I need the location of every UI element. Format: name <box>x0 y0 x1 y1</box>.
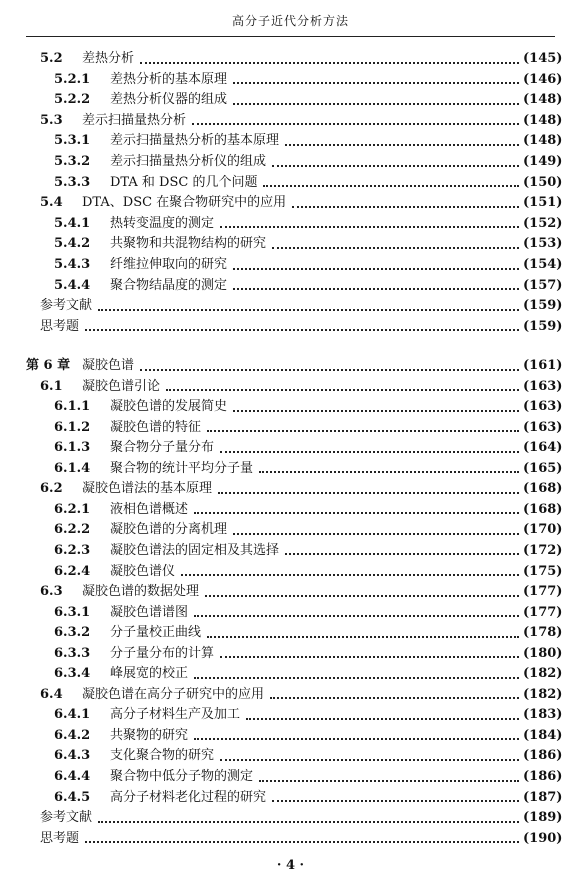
toc-entry-number: 6.4 <box>40 686 63 702</box>
toc-entry <box>0 438 581 458</box>
toc-entry-page: (163) <box>523 399 563 415</box>
dot-leader <box>233 287 519 290</box>
toc-entry-number: 6.3.2 <box>54 625 91 641</box>
toc-entry-title: 差热分析 <box>82 51 135 66</box>
toc-entry <box>0 829 581 849</box>
dot-leader <box>85 328 519 331</box>
dot-leader <box>233 267 519 270</box>
dot-leader <box>85 840 519 843</box>
toc-entry-title: 聚合物中低分子物的测定 <box>110 769 254 784</box>
toc-entry-page: (148) <box>523 92 563 108</box>
toc-entry-page: (163) <box>523 378 563 394</box>
toc-entry <box>0 49 581 69</box>
toc-entry-page: (170) <box>523 522 563 538</box>
toc-entry <box>0 644 581 664</box>
toc-entry-page: (154) <box>523 257 563 272</box>
toc-entry-title: 支化聚合物的研究 <box>110 748 215 764</box>
toc-entry <box>0 234 581 254</box>
toc-entry <box>0 767 581 787</box>
toc-entry-number: 6.4.4 <box>54 769 91 784</box>
toc-entry-title: 高分子材料老化过程的研究 <box>110 789 267 805</box>
toc-entry-page: (164) <box>523 440 563 456</box>
toc-entry-number: 6.2.3 <box>54 542 91 558</box>
toc-entry <box>0 603 581 623</box>
toc-entry-number: 5.4.2 <box>54 236 91 252</box>
dot-leader <box>233 81 519 84</box>
dot-leader <box>285 143 519 146</box>
toc-entry-title: 凝胶色谱引论 <box>82 378 161 394</box>
toc-entry <box>0 296 581 316</box>
dot-leader <box>272 799 519 802</box>
toc-entry <box>0 541 581 561</box>
toc-entry-number: 6.2 <box>40 481 63 497</box>
toc-entry-page: (153) <box>523 236 563 252</box>
dot-leader <box>194 511 519 514</box>
toc-entry <box>0 705 581 725</box>
toc-entry-title: 差示扫描量热分析的基本原理 <box>110 133 280 149</box>
dot-leader <box>233 102 519 105</box>
toc-entry-number: 6.1.2 <box>54 419 91 435</box>
toc-entry <box>0 214 581 234</box>
toc-entry-number: 6.4.5 <box>54 789 91 805</box>
dot-leader <box>140 368 519 371</box>
toc-entry-page: (145) <box>523 51 563 66</box>
toc-entry-number: 6.3.3 <box>54 645 91 661</box>
toc-entry <box>0 582 581 602</box>
toc-entry-page: (172) <box>523 542 563 558</box>
toc-entry-page: (178) <box>523 625 563 641</box>
toc-entry-title: 液相色谱概述 <box>110 501 189 517</box>
toc-entry-title: 聚合物结晶度的测定 <box>110 277 228 293</box>
toc-entry-title: 纤维拉伸取向的研究 <box>110 257 228 272</box>
toc-entry-title: 共聚物和共混物结构的研究 <box>110 236 267 252</box>
dot-leader <box>98 308 519 311</box>
toc-entry-title: 凝胶色谱仪 <box>110 563 176 579</box>
toc-entry-number: 5.3.1 <box>54 133 91 149</box>
toc-entry <box>0 111 581 131</box>
toc-entry <box>0 808 581 828</box>
toc-entry-page: (148) <box>523 112 563 128</box>
toc-entry <box>0 623 581 643</box>
toc-entry <box>0 459 581 479</box>
toc-entry <box>0 131 581 151</box>
dot-leader <box>292 205 519 208</box>
dot-leader <box>220 450 519 453</box>
toc-entry <box>0 70 581 90</box>
toc-entry-page: (187) <box>523 789 563 805</box>
toc-entry-title: 凝胶色谱的特征 <box>110 419 202 435</box>
toc-entry-number: 6.4.3 <box>54 748 91 764</box>
toc-entry-page: (175) <box>523 563 563 579</box>
toc-entry-title: 凝胶色谱法的固定相及其选择 <box>110 542 280 558</box>
toc-entry-number: 5.4.1 <box>54 215 91 231</box>
toc-entry-title: 差示扫描量热分析 <box>82 112 187 128</box>
toc-entry-number: 6.1.3 <box>54 440 91 456</box>
toc-entry-page: (152) <box>523 215 563 231</box>
toc-chapter <box>0 356 581 376</box>
toc-entry-page: (186) <box>523 748 563 764</box>
toc-entry <box>0 152 581 172</box>
toc-entry-title: 凝胶色谱 <box>82 358 135 373</box>
toc-entry-title: 思考题 <box>40 318 80 334</box>
dot-leader <box>233 532 519 535</box>
toc-entry-title: 凝胶色谱的发展简史 <box>110 399 228 415</box>
dot-leader <box>270 696 519 699</box>
toc-entry-title: 共聚物的研究 <box>110 727 189 743</box>
dot-leader <box>194 737 519 740</box>
toc-entry-title: 聚合物的统计平均分子量 <box>110 460 254 476</box>
toc-entry-page: (150) <box>523 174 563 190</box>
dot-leader <box>259 470 519 473</box>
toc-entry <box>0 788 581 808</box>
toc-entry-title: 凝胶色谱的数据处理 <box>82 584 200 600</box>
toc-entry-number: 6.2.1 <box>54 501 91 517</box>
toc-entry-number: 6.3.4 <box>54 666 91 682</box>
dot-leader <box>181 573 519 576</box>
toc-entry-page: (190) <box>523 830 563 846</box>
toc-entry <box>0 397 581 417</box>
toc-entry <box>0 726 581 746</box>
toc-entry-page: (182) <box>523 666 563 682</box>
toc-entry-number: 5.2.1 <box>54 71 91 87</box>
dot-leader <box>218 491 519 494</box>
toc-entry-page: (159) <box>523 298 563 314</box>
toc-entry-title: 差热分析的基本原理 <box>110 71 228 87</box>
dot-leader <box>98 820 519 823</box>
toc-entry-number: 第 6 章 <box>26 358 71 373</box>
toc-entry-number: 6.4.2 <box>54 727 91 743</box>
toc-entry-number: 6.1 <box>40 378 63 394</box>
toc-entry-page: (180) <box>523 645 563 661</box>
toc-entry <box>0 664 581 684</box>
toc-entry-number: 6.2.4 <box>54 563 91 579</box>
toc-entry-title: 凝胶色谱的分离机理 <box>110 522 228 538</box>
toc-entry-page: (177) <box>523 604 563 620</box>
running-header: 高分子近代分析方法 <box>231 14 349 28</box>
toc-entry-page: (168) <box>523 481 563 497</box>
dot-leader <box>246 717 519 720</box>
toc-entry-page: (168) <box>523 501 563 517</box>
toc-entry <box>0 520 581 540</box>
toc-entry-title: 高分子材料生产及加工 <box>110 707 241 723</box>
toc-entry-number: 6.2.2 <box>54 522 91 538</box>
toc-entry-number: 5.4 <box>40 195 63 211</box>
toc-entry-page: (161) <box>523 358 563 373</box>
toc-entry-page: (184) <box>523 727 563 743</box>
toc-entry <box>0 418 581 438</box>
toc-entry-title: DTA 和 DSC 的几个问题 <box>110 174 258 190</box>
toc-entry-title: 分子量分布的计算 <box>110 645 215 661</box>
toc-entry-page: (148) <box>523 133 563 149</box>
toc-entry-title: 参考文献 <box>40 298 93 314</box>
toc-entry-title: 凝胶色谱法的基本原理 <box>82 481 213 497</box>
toc-entry-page: (186) <box>523 769 563 784</box>
toc-entry-title: 凝胶色谱在高分子研究中的应用 <box>82 686 265 702</box>
toc-entry-number: 6.1.1 <box>54 399 91 415</box>
toc-entry <box>0 255 581 275</box>
toc-entry-page: (159) <box>523 318 563 334</box>
toc-entry-page: (151) <box>523 195 563 211</box>
toc-entry-number: 5.2 <box>40 51 63 66</box>
toc-entry-number: 5.3.2 <box>54 154 91 169</box>
dot-leader <box>220 758 519 761</box>
toc-entry-page: (183) <box>523 707 563 723</box>
toc-entry-page: (165) <box>523 460 563 476</box>
dot-leader <box>263 184 519 187</box>
dot-leader <box>192 122 519 125</box>
toc-entry <box>0 562 581 582</box>
toc-entry-title: 热转变温度的测定 <box>110 215 215 231</box>
toc-entry <box>0 746 581 766</box>
toc-entry-number: 6.4.1 <box>54 707 91 723</box>
dot-leader <box>140 61 519 64</box>
toc-entry-page: (163) <box>523 419 563 435</box>
toc-entry <box>0 479 581 499</box>
toc-entry-page: (149) <box>523 154 563 169</box>
toc-entry-page: (189) <box>523 810 563 826</box>
dot-leader <box>194 614 519 617</box>
toc-entry <box>0 276 581 296</box>
toc-entry-page: (157) <box>523 277 563 293</box>
toc-entry-number: 6.1.4 <box>54 460 91 476</box>
dot-leader <box>207 635 519 638</box>
dot-leader <box>285 552 519 555</box>
toc-entry-title: 思考题 <box>40 830 80 846</box>
dot-leader <box>272 164 519 167</box>
toc-entry <box>0 317 581 337</box>
toc-entry <box>0 377 581 397</box>
toc-entry-page: (177) <box>523 584 563 600</box>
toc-entry-title: 参考文献 <box>40 810 93 826</box>
toc-entry <box>0 193 581 213</box>
toc-entry-title: 峰展宽的校正 <box>110 666 189 682</box>
dot-leader <box>233 409 519 412</box>
dot-leader <box>259 779 519 782</box>
toc-entry-title: 差热分析仪器的组成 <box>110 92 228 108</box>
toc-entry-number: 5.3.3 <box>54 174 91 190</box>
toc-entry <box>0 173 581 193</box>
toc-entry-title: 分子量校正曲线 <box>110 625 202 641</box>
dot-leader <box>272 246 519 249</box>
toc-entry <box>0 90 581 110</box>
toc-entry-page: (146) <box>523 71 563 87</box>
toc-entry-title: 差示扫描量热分析仪的组成 <box>110 154 267 169</box>
toc-entry-number: 6.3.1 <box>54 604 91 620</box>
page-number: · 4 · <box>276 858 305 873</box>
dot-leader <box>166 388 519 391</box>
toc-entry-number: 5.3 <box>40 112 63 128</box>
dot-leader <box>220 655 519 658</box>
dot-leader <box>194 676 519 679</box>
toc-entry-title: DTA、DSC 在聚合物研究中的应用 <box>82 195 287 211</box>
toc-entry <box>0 685 581 705</box>
toc-entry-title: 凝胶色谱谱图 <box>110 604 189 620</box>
toc-entry-number: 5.2.2 <box>54 92 91 108</box>
header-rule <box>26 36 555 37</box>
toc-entry-title: 聚合物分子量分布 <box>110 440 215 456</box>
dot-leader <box>207 429 519 432</box>
toc-entry-page: (182) <box>523 686 563 702</box>
toc-entry <box>0 500 581 520</box>
dot-leader <box>205 594 519 597</box>
toc-entry-number: 5.4.4 <box>54 277 91 293</box>
toc-entry-number: 5.4.3 <box>54 257 91 272</box>
dot-leader <box>220 225 519 228</box>
toc-entry-number: 6.3 <box>40 584 63 600</box>
